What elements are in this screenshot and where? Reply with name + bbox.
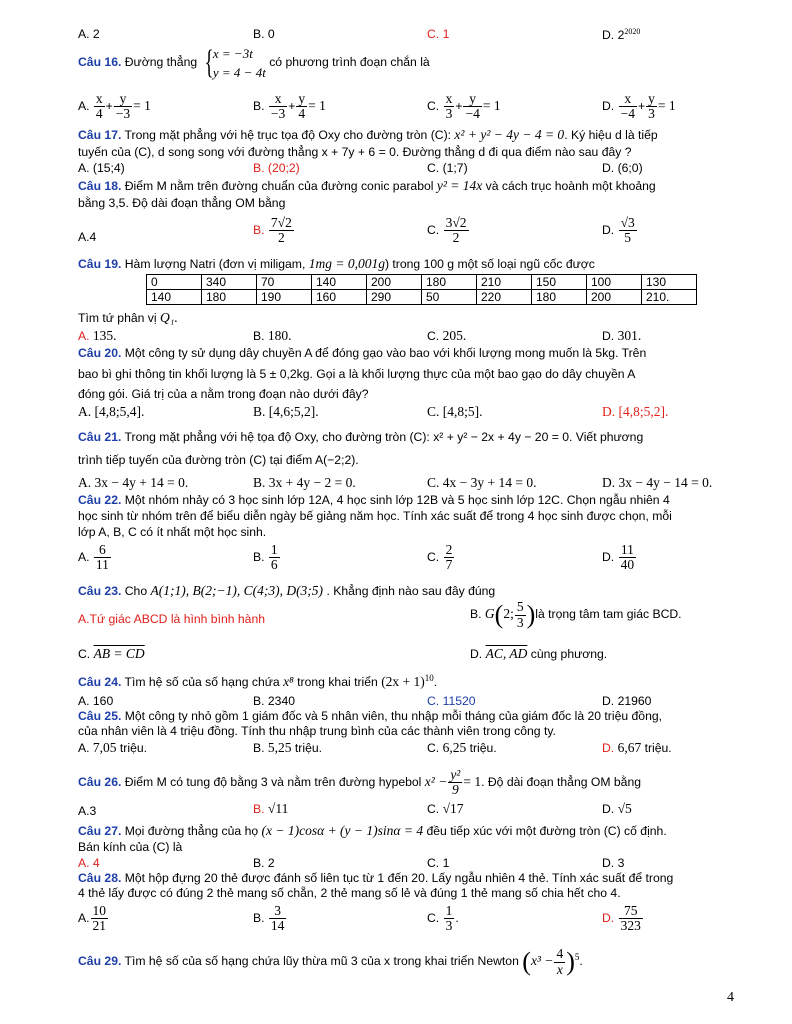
q19-option-a: A. 135.: [78, 328, 117, 343]
q21-stem: Câu 21. Trong mặt phẳng với hệ tọa độ Oxy, cho đường tròn (C): x² + y² − 2x + 4y − 20 = 0. Viết phương: [78, 430, 644, 444]
q23-option-c: C. AB = CD: [78, 646, 145, 661]
q28-option-b: B. $\frac{3}{14}$: [253, 903, 285, 934]
q27-option-d: D. 3: [602, 856, 625, 870]
q15-option-c: C. 1: [427, 27, 450, 41]
q18-stem: Câu 18. Điểm M nằm trên đường chuẩn của đường conic parabol y² = 14x và cách trục hoành một khoảng: [78, 178, 656, 193]
q19-ask: Tìm tứ phân vị Q₁.: [78, 310, 178, 325]
q15-option-a: A. 2: [78, 27, 100, 41]
q16-option-b: B. $\frac{x}{-3}$ + $\frac{y}{4}$ = 1: [253, 91, 326, 122]
q25-option-d: D. 6,67 triệu.: [602, 740, 672, 755]
q28-stem-line2: 4 thẻ lấy được có đúng 2 thẻ mang số chẵn, 2 thẻ mang số lẻ và đúng 1 thẻ mang số chia hết cho 4.: [78, 886, 621, 900]
q18-stem-line2: bằng 3,5. Độ dài đoạn thẳng OM bằng: [78, 196, 286, 210]
q15-option-b: B. 0: [253, 27, 275, 41]
q24-option-b: B. 2340: [253, 694, 296, 708]
q22-option-c: C. $\frac{2}{7}$: [427, 542, 453, 573]
q22-option-d: D. $\frac{11}{40}$: [602, 542, 635, 573]
q25-stem-line2: của nhân viên là 4 triệu đồng. Tính thu nhập trung bình của các thành viên trong công ty.: [78, 724, 556, 738]
q21-option-a: A. 3x − 4y + 14 = 0.: [78, 475, 189, 490]
q22-stem-line3: lớp A, B, C có ít nhất một học sinh.: [78, 525, 267, 539]
q18-option-a: A.4: [78, 230, 97, 244]
q20-option-d: D. [4,8;5,2].: [602, 404, 669, 419]
q24-option-d: D. 21960: [602, 694, 652, 708]
q20-option-a: A. [4,8;5,4].: [78, 404, 145, 419]
q28-option-a: A. $\frac{10}{21}$: [78, 903, 107, 934]
q24-option-c: C. 11520: [427, 694, 476, 708]
q18-option-d: D. $\frac{√3}{5}$: [602, 215, 635, 246]
q19-option-c: C. 205.: [427, 328, 467, 343]
q22-option-b: B. $\frac{1}{6}$: [253, 542, 278, 573]
q25-option-c: C. 6,25 triệu.: [427, 740, 497, 755]
page-number: 4: [727, 990, 734, 1005]
q26-option-a: A.3: [78, 804, 97, 818]
q16-stem: Câu 16. Đường thẳng { x = −3t y = 4 − 4t có phương trình đoạn chắn là: [78, 44, 430, 81]
q22-stem: Câu 22. Một nhóm nhảy có 3 học sinh lớp 12A, 4 học sinh lớp 12B và 5 học sinh lớp 12C. Chọn ngẫu nhiên 4: [78, 493, 670, 507]
table-row: 140 180 190 160 290 50 220 180 200 210.: [147, 290, 697, 305]
q23-option-b: B. G(2; $\frac{5}{3}$ )là trọng tâm tam giác BCD.: [470, 599, 682, 630]
q20-stem-line2: bao bì ghi thông tin khối lượng là 5 ± 0,2kg. Gọi a là khối lượng thực của một bao gạo do dây chuyền A: [78, 367, 636, 381]
q28-stem: Câu 28. Một hộp đựng 20 thẻ được đánh số liên tục từ 1 đến 20. Lấy ngẫu nhiên 4 thẻ. Tính xác suất để trong: [78, 871, 674, 885]
q26-option-b: B. √11: [253, 801, 289, 816]
q17-stem-line2: tuyến của (C), d song song với đường thẳng x + 7y + 6 = 0. Đường thẳng d đi qua điểm nào sau đây ?: [78, 145, 632, 159]
q20-option-b: B. [4,6;5,2].: [253, 404, 319, 419]
q25-stem: Câu 25. Một công ty nhỏ gồm 1 giám đốc và 5 nhân viên, thu nhập mỗi tháng của giám đốc là 20 triệu đồng,: [78, 709, 663, 723]
q20-option-c: C. [4,8;5].: [427, 404, 483, 419]
q24-option-a: A. 160: [78, 694, 114, 708]
q23-stem: Câu 23. Cho A(1;1), B(2;−1), C(4;3), D(3;5) . Khẳng định nào sau đây đúng: [78, 583, 496, 598]
q16-option-a: A. $\frac{x}{4}$ + $\frac{y}{-3}$ = 1: [78, 91, 151, 122]
table-row: 0 340 70 140 200 180 210 150 100 130: [147, 275, 697, 290]
q27-option-b: B. 2: [253, 856, 275, 870]
q19-data-table: [146, 274, 697, 305]
q22-stem-line2: học sinh từ nhóm trên để biểu diễn ngày bế giảng năm học. Tính xác suất để trong 4 học sinh được chọn, mỗi: [78, 509, 672, 523]
q18-option-b: B. $\frac{7√2}{2}$: [253, 215, 292, 246]
q25-option-a: A. 7,05 triệu.: [78, 740, 148, 755]
q20-stem-line3: đóng gói. Giá trị của a nằm trong đoạn nào dưới đây?: [78, 387, 369, 401]
q20-stem: Câu 20. Một công ty sử dụng dây chuyền A để đóng gạo vào bao với khối lượng mong muốn là 5kg. Trên: [78, 346, 647, 360]
q28-option-d: D. $\frac{75}{323}$: [602, 903, 641, 934]
q19-option-d: D. 301.: [602, 328, 642, 343]
q21-option-b: B. 3x + 4y − 2 = 0.: [253, 475, 356, 490]
q24-stem: Câu 24. Tìm hệ số của số hạng chứa x⁸ trong khai triển $(2x + 1)^{10}$.: [78, 673, 438, 690]
q17-option-b: B. (20;2): [253, 161, 300, 175]
q26-stem: Câu 26. Điểm M có tung độ bằng 3 và nằm trên đường hypebol x² − $\frac{\text{y²}}{9}$ = 1. Độ dài đoạn thẳng OM bằng: [78, 767, 642, 798]
q26-option-d: D. √5: [602, 801, 632, 816]
q16-option-c: C. $\frac{x}{3}$ + $\frac{y}{-4}$ = 1: [427, 91, 501, 122]
q23-option-a: A.Tứ giác ABCD là hình bình hành: [78, 612, 266, 626]
q17-option-c: C. (1;7): [427, 161, 468, 175]
q28-option-c: C. $\frac{1}{3}$ .: [427, 903, 459, 934]
q27-stem-line2: Bán kính của (C) là: [78, 840, 183, 854]
q27-option-c: C. 1: [427, 856, 450, 870]
q27-option-a: A. 4: [78, 856, 100, 870]
q23-option-d: D. AC, AD cùng phương.: [470, 646, 608, 661]
q22-option-a: A. $\frac{6}{11}$: [78, 542, 109, 573]
q19-option-b: B. 180.: [253, 328, 292, 343]
q17-stem: Câu 17. Trong mặt phẳng với hệ trục tọa độ Oxy cho đường tròn (C): x² + y² − 4y − 4 = 0. Ký hiệu d là tiếp: [78, 127, 658, 142]
q17-option-a: A. (15;4): [78, 161, 125, 175]
q21-option-c: C. 4x − 3y + 14 = 0.: [427, 475, 537, 490]
q16-option-d: D. $\frac{x}{-4}$ + $\frac{y}{3}$ = 1: [602, 91, 676, 122]
q21-stem-line2: trình tiếp tuyến của đường tròn (C) tại điểm A(−2;2).: [78, 453, 359, 467]
q21-option-d: D. 3x − 4y − 14 = 0.: [602, 475, 713, 490]
q18-option-c: C. $\frac{3√2}{2}$: [427, 215, 467, 246]
q19-stem: Câu 19. Hàm lượng Natri (đơn vị miligam, 1mg = 0,001g) trong 100 g một số loại ngũ cốc được: [78, 256, 595, 271]
q26-option-c: C. √17: [427, 801, 464, 816]
q17-option-d: D. (6;0): [602, 161, 643, 175]
q25-option-b: B. 5,25 triệu.: [253, 740, 323, 755]
q27-stem: Câu 27. Mọi đường thẳng của họ (x − 1)cosα + (y − 1)sinα = 4 đều tiếp xúc với một đường tròn (C) cố định.: [78, 823, 667, 838]
q15-option-d: D. $2^{2020}$: [602, 27, 641, 43]
q29-stem: Câu 29. Tìm hệ số của số hạng chứa lũy thừa mũ 3 của x trong khai triển Newton (x³ − $\frac{4}{x}$ )$^5$.: [78, 946, 583, 977]
